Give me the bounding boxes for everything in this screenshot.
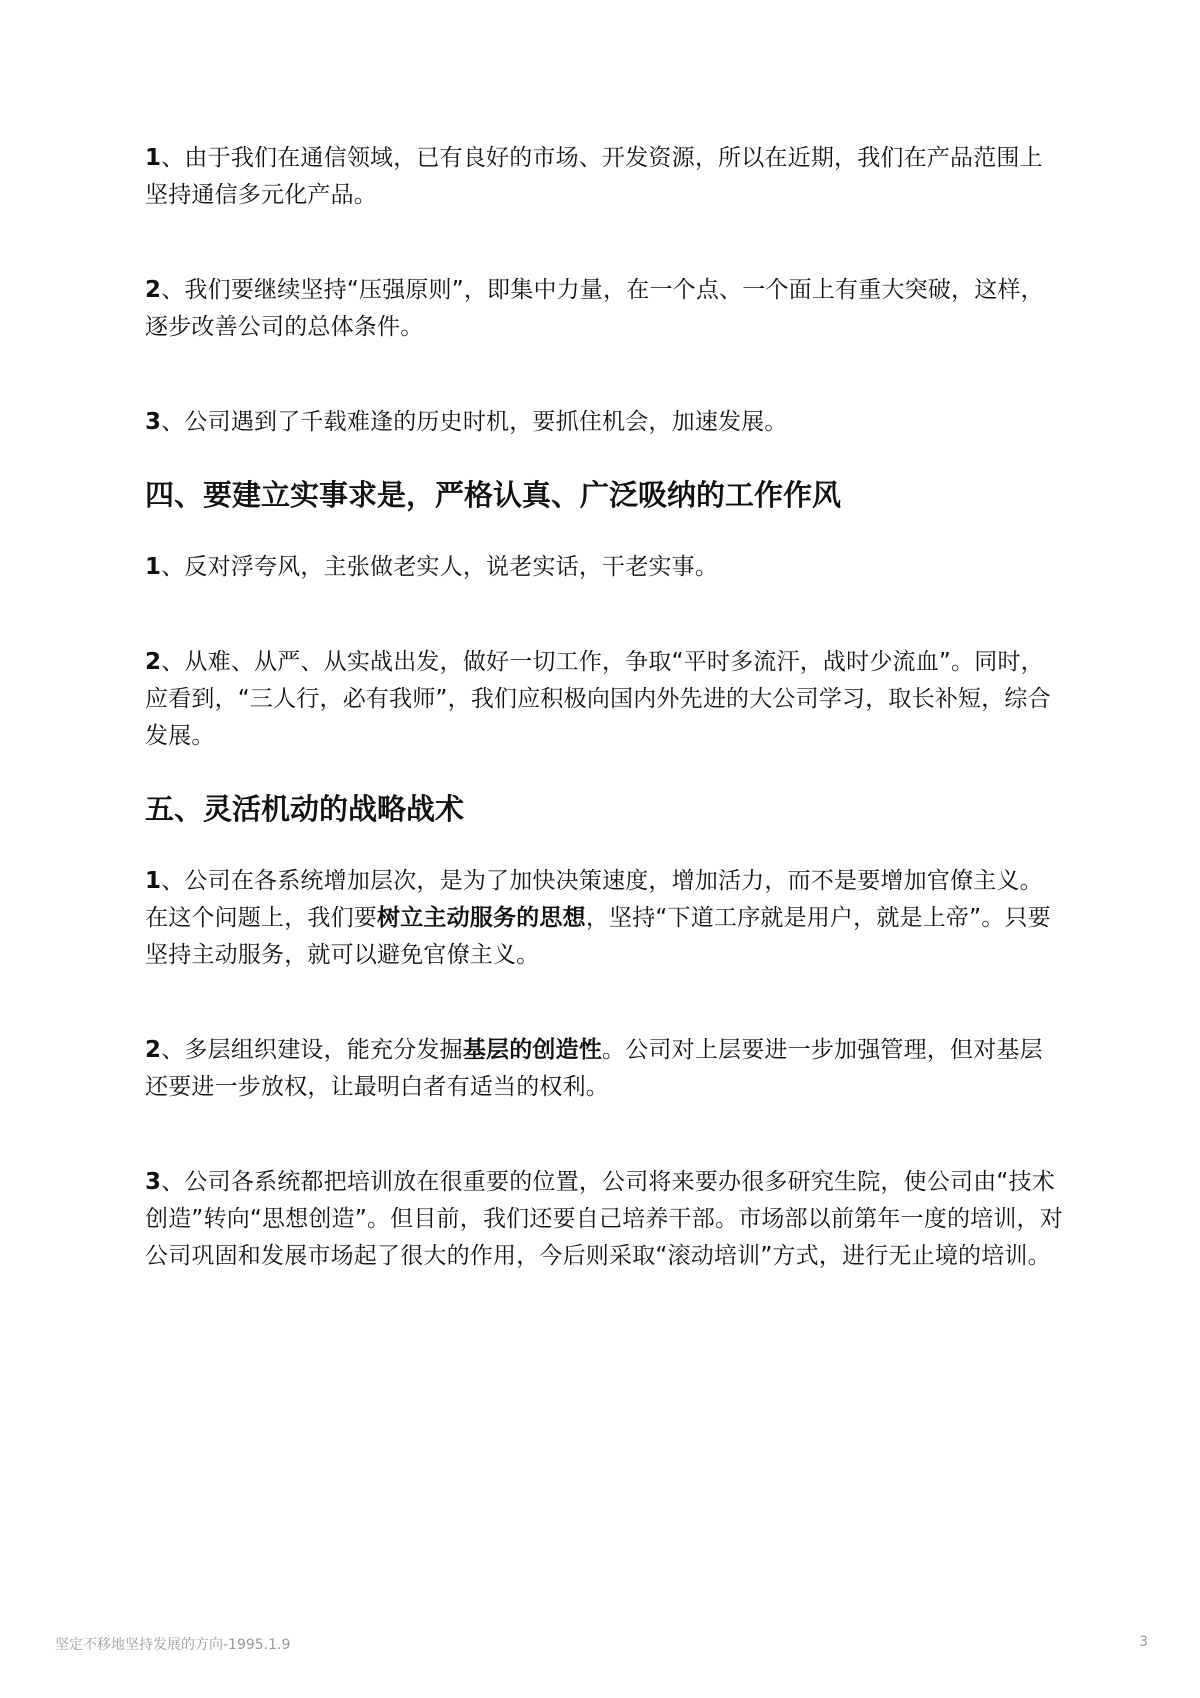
- item-number: 2: [145, 277, 162, 303]
- paragraph-s4-2: [145, 644, 1065, 755]
- paragraph-text: ，坚持“下道工序就是用户，就是上帝”。只要坚持主动服务，就可以避免官僚主义。: [145, 905, 1051, 968]
- paragraph-text: 、反对浮夸风，主张做老实人，说老实话，干老实事。: [161, 554, 719, 580]
- section-heading-4: 四、要建立实事求是，严格认真、广泛吸纳的工作作风: [145, 478, 842, 512]
- paragraph-text: 。公司对上层要进一步加强管理，但对基层还要进一步放权，让最明白者有适当的权利。: [145, 1037, 1043, 1100]
- item-number: 1: [145, 868, 162, 894]
- paragraph-s3-1: [145, 140, 1065, 214]
- item-number: 1: [145, 554, 162, 580]
- item-number: 2: [145, 1037, 162, 1063]
- item-number: 1: [145, 145, 162, 171]
- item-number: 3: [145, 1169, 162, 1195]
- paragraph-s5-1: [145, 863, 1065, 974]
- document-body: [145, 140, 1065, 1275]
- paragraph-text: 、公司在各系统增加层次，是为了加快决策速度，增加活力，而不是要增加官僚主义。在这个问题上，我们要: [145, 868, 1043, 931]
- paragraph-s4-1: [145, 549, 1065, 586]
- paragraph-s3-3: [145, 404, 1065, 441]
- emphasis-text: 树立主动服务的思想: [377, 905, 586, 931]
- paragraph-text: 、公司各系统都把培训放在很重要的位置，公司将来要办很多研究生院，使公司由“技术创造”转向“思想创造”。但目前，我们还要自己培养干部。市场部以前第年一度的培训，对公司巩固和发展市场起了很大的作用，今后则采取“滚动培训”方式，进行无止境的培训。: [145, 1169, 1063, 1269]
- footer-document-title: 坚定不移地坚持发展的方向-1995.1.9: [55, 1637, 291, 1653]
- emphasis-text: 基层的创造性: [462, 1037, 603, 1063]
- paragraph-text: 、我们要继续坚持“压强原则”，即集中力量，在一个点、一个面上有重大突破，这样，逐步改善公司的总体条件。: [145, 277, 1044, 340]
- item-number: 2: [145, 649, 162, 675]
- paragraph-text: 、从难、从严、从实战出发，做好一切工作，争取“平时多流汗，战时少流血”。同时，应看到，“三人行，必有我师”，我们应积极向国内外先进的大公司学习，取长补短，综合发展。: [145, 649, 1051, 749]
- paragraph-s3-2: [145, 272, 1065, 346]
- paragraph-s5-2: [145, 1032, 1065, 1106]
- footer-page-number: 3: [1139, 1634, 1148, 1650]
- paragraph-text: 、多层组织建设，能充分发掘: [161, 1037, 463, 1063]
- paragraph-text: 、由于我们在通信领域，已有良好的市场、开发资源，所以在近期，我们在产品范围上坚持通信多元化产品。: [145, 145, 1043, 208]
- item-number: 3: [145, 409, 162, 435]
- paragraph-text: 、公司遇到了千载难逢的历史时机，要抓住机会，加速发展。: [161, 409, 788, 435]
- paragraph-s5-3: [145, 1164, 1065, 1275]
- section-heading-5: 五、灵活机动的战略战术: [145, 792, 465, 826]
